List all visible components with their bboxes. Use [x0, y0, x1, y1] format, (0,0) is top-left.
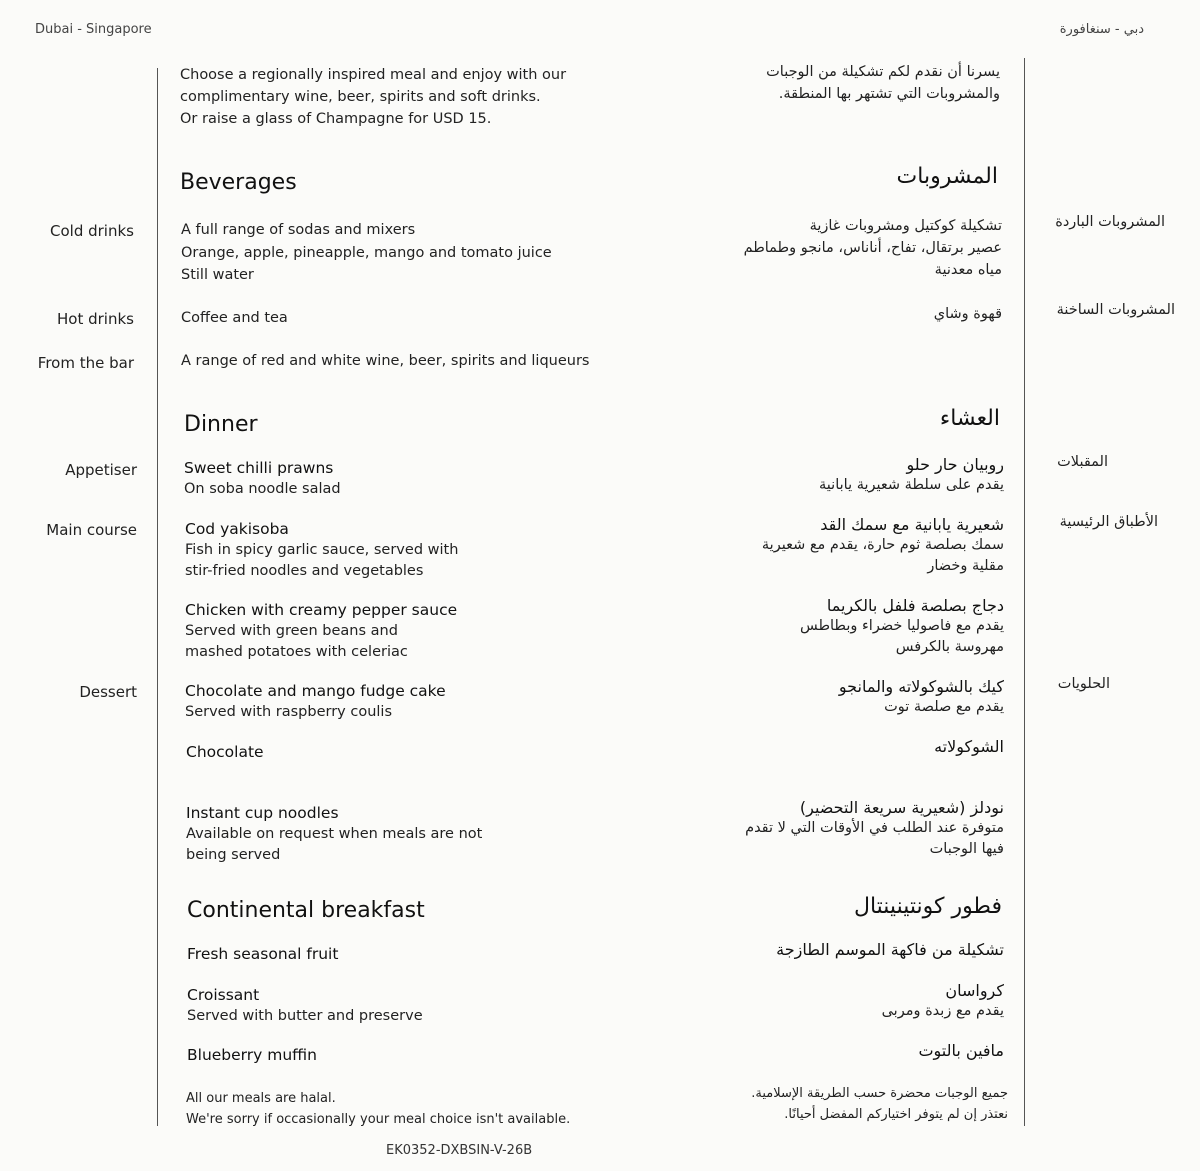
- dessert-item-arabic: كيك بالشوكولاته والمانجو يقدم مع صلصة توت: [838, 677, 1004, 715]
- category-cold-drinks-arabic: المشروبات الباردة: [1055, 214, 1165, 230]
- category-hot-drinks: Hot drinks: [57, 310, 134, 328]
- footer-note-english: All our meals are halal. We're sorry if occasionally your meal choice isn't available.: [186, 1091, 571, 1127]
- muffin-item: Blueberry muffin: [187, 1046, 317, 1064]
- category-main-course-arabic: الأطباق الرئيسية: [1059, 514, 1158, 530]
- main-course-2-arabic: دجاج بصلصة فلفل بالكريما يقدم مع فاصوليا خضراء وبطاطس مهروسة بالكرفس: [799, 596, 1004, 655]
- category-dessert-arabic: الحلويات: [1057, 676, 1110, 692]
- chocolate-item: Chocolate: [186, 743, 264, 761]
- noodles-item-arabic: نودلز (شعيرية سريعة التحضير) متوفرة عند الطلب في الأوقات التي لا تقدم فيها الوجبات: [745, 798, 1004, 857]
- route-arabic: دبي - سنغافورة: [1059, 22, 1144, 37]
- category-cold-drinks: Cold drinks: [50, 222, 134, 240]
- dinner-heading: Dinner: [184, 412, 258, 437]
- left-divider: [157, 68, 158, 1126]
- hot-drinks-item: Coffee and tea: [181, 310, 288, 326]
- cold-drinks-list: A full range of sodas and mixers Orange, apple, pineapple, mango and tomato juice Still water: [181, 222, 552, 283]
- main-course-1-arabic: شعيرية يابانية مع سمك القد سمك بصلصة ثوم حارة، يقدم مع شعيرية مقلية وخضار: [761, 515, 1004, 574]
- dinner-heading-arabic: العشاء: [939, 406, 1000, 431]
- beverages-heading-arabic: المشروبات: [896, 164, 998, 189]
- beverages-heading: Beverages: [180, 170, 297, 195]
- main-course-2: Chicken with creamy pepper sauce Served with green beans and mashed potatoes with celeriac: [185, 601, 458, 660]
- category-dessert: Dessert: [79, 683, 137, 701]
- breakfast-heading: Continental breakfast: [187, 898, 425, 923]
- muffin-item-arabic: مافين بالتوت: [918, 1041, 1004, 1060]
- intro-english: Choose a regionally inspired meal and enjoy with our complimentary wine, beer, spirits and soft drinks. Or raise a glass of Champagne for USD 15.: [180, 67, 567, 127]
- category-appetiser-arabic: المقبلات: [1057, 454, 1108, 470]
- appetiser-item: Sweet chilli prawns On soba noodle salad: [184, 459, 341, 497]
- dessert-item: Chocolate and mango fudge cake Served with raspberry coulis: [185, 682, 446, 720]
- hot-drinks-item-arabic: قهوة وشاي: [933, 306, 1002, 322]
- fruit-item-arabic: تشكيلة من فاكهة الموسم الطازجة: [776, 940, 1004, 959]
- category-hot-drinks-arabic: المشروبات الساخنة: [1056, 302, 1175, 318]
- intro-arabic: يسرنا أن نقدم لكم تشكيلة من الوجبات والمشروبات التي تشتهر بها المنطقة.: [766, 64, 1000, 102]
- fruit-item: Fresh seasonal fruit: [187, 945, 339, 963]
- croissant-item-arabic: كرواسان يقدم مع زبدة ومربى: [881, 981, 1004, 1019]
- category-main-course: Main course: [46, 521, 137, 539]
- bar-item: A range of red and white wine, beer, spirits and liqueurs: [181, 353, 590, 369]
- chocolate-item-arabic: الشوكولاته: [934, 737, 1004, 756]
- footer-note-arabic: جميع الوجبات محضرة حسب الطريقة الإسلامية. نعتذر إن لم يتوفر اختياركم المفضل أحيانًا.: [751, 1086, 1008, 1122]
- category-from-the-bar: From the bar: [37, 354, 134, 372]
- right-divider: [1024, 58, 1025, 1126]
- noodles-item: Instant cup noodles Available on request when meals are not being served: [186, 804, 483, 863]
- cold-drinks-list-arabic: تشكيلة كوكتيل ومشروبات غازية عصير برتقال، تفاح، أناناس، مانجو وطماطم مياه معدنية: [743, 218, 1002, 278]
- category-appetiser: Appetiser: [65, 461, 137, 479]
- menu-code: EK0352-DXBSIN-V-26B: [386, 1143, 533, 1158]
- croissant-item: Croissant Served with butter and preserve: [187, 986, 423, 1024]
- appetiser-item-arabic: روبيان حار حلو يقدم على سلطة شعيرية يابانية: [819, 455, 1004, 493]
- breakfast-heading-arabic: فطور كونتينينتال: [853, 894, 1002, 919]
- main-course-1: Cod yakisoba Fish in spicy garlic sauce, served with stir-fried noodles and vegetables: [185, 520, 459, 579]
- route-english: Dubai - Singapore: [35, 22, 152, 37]
